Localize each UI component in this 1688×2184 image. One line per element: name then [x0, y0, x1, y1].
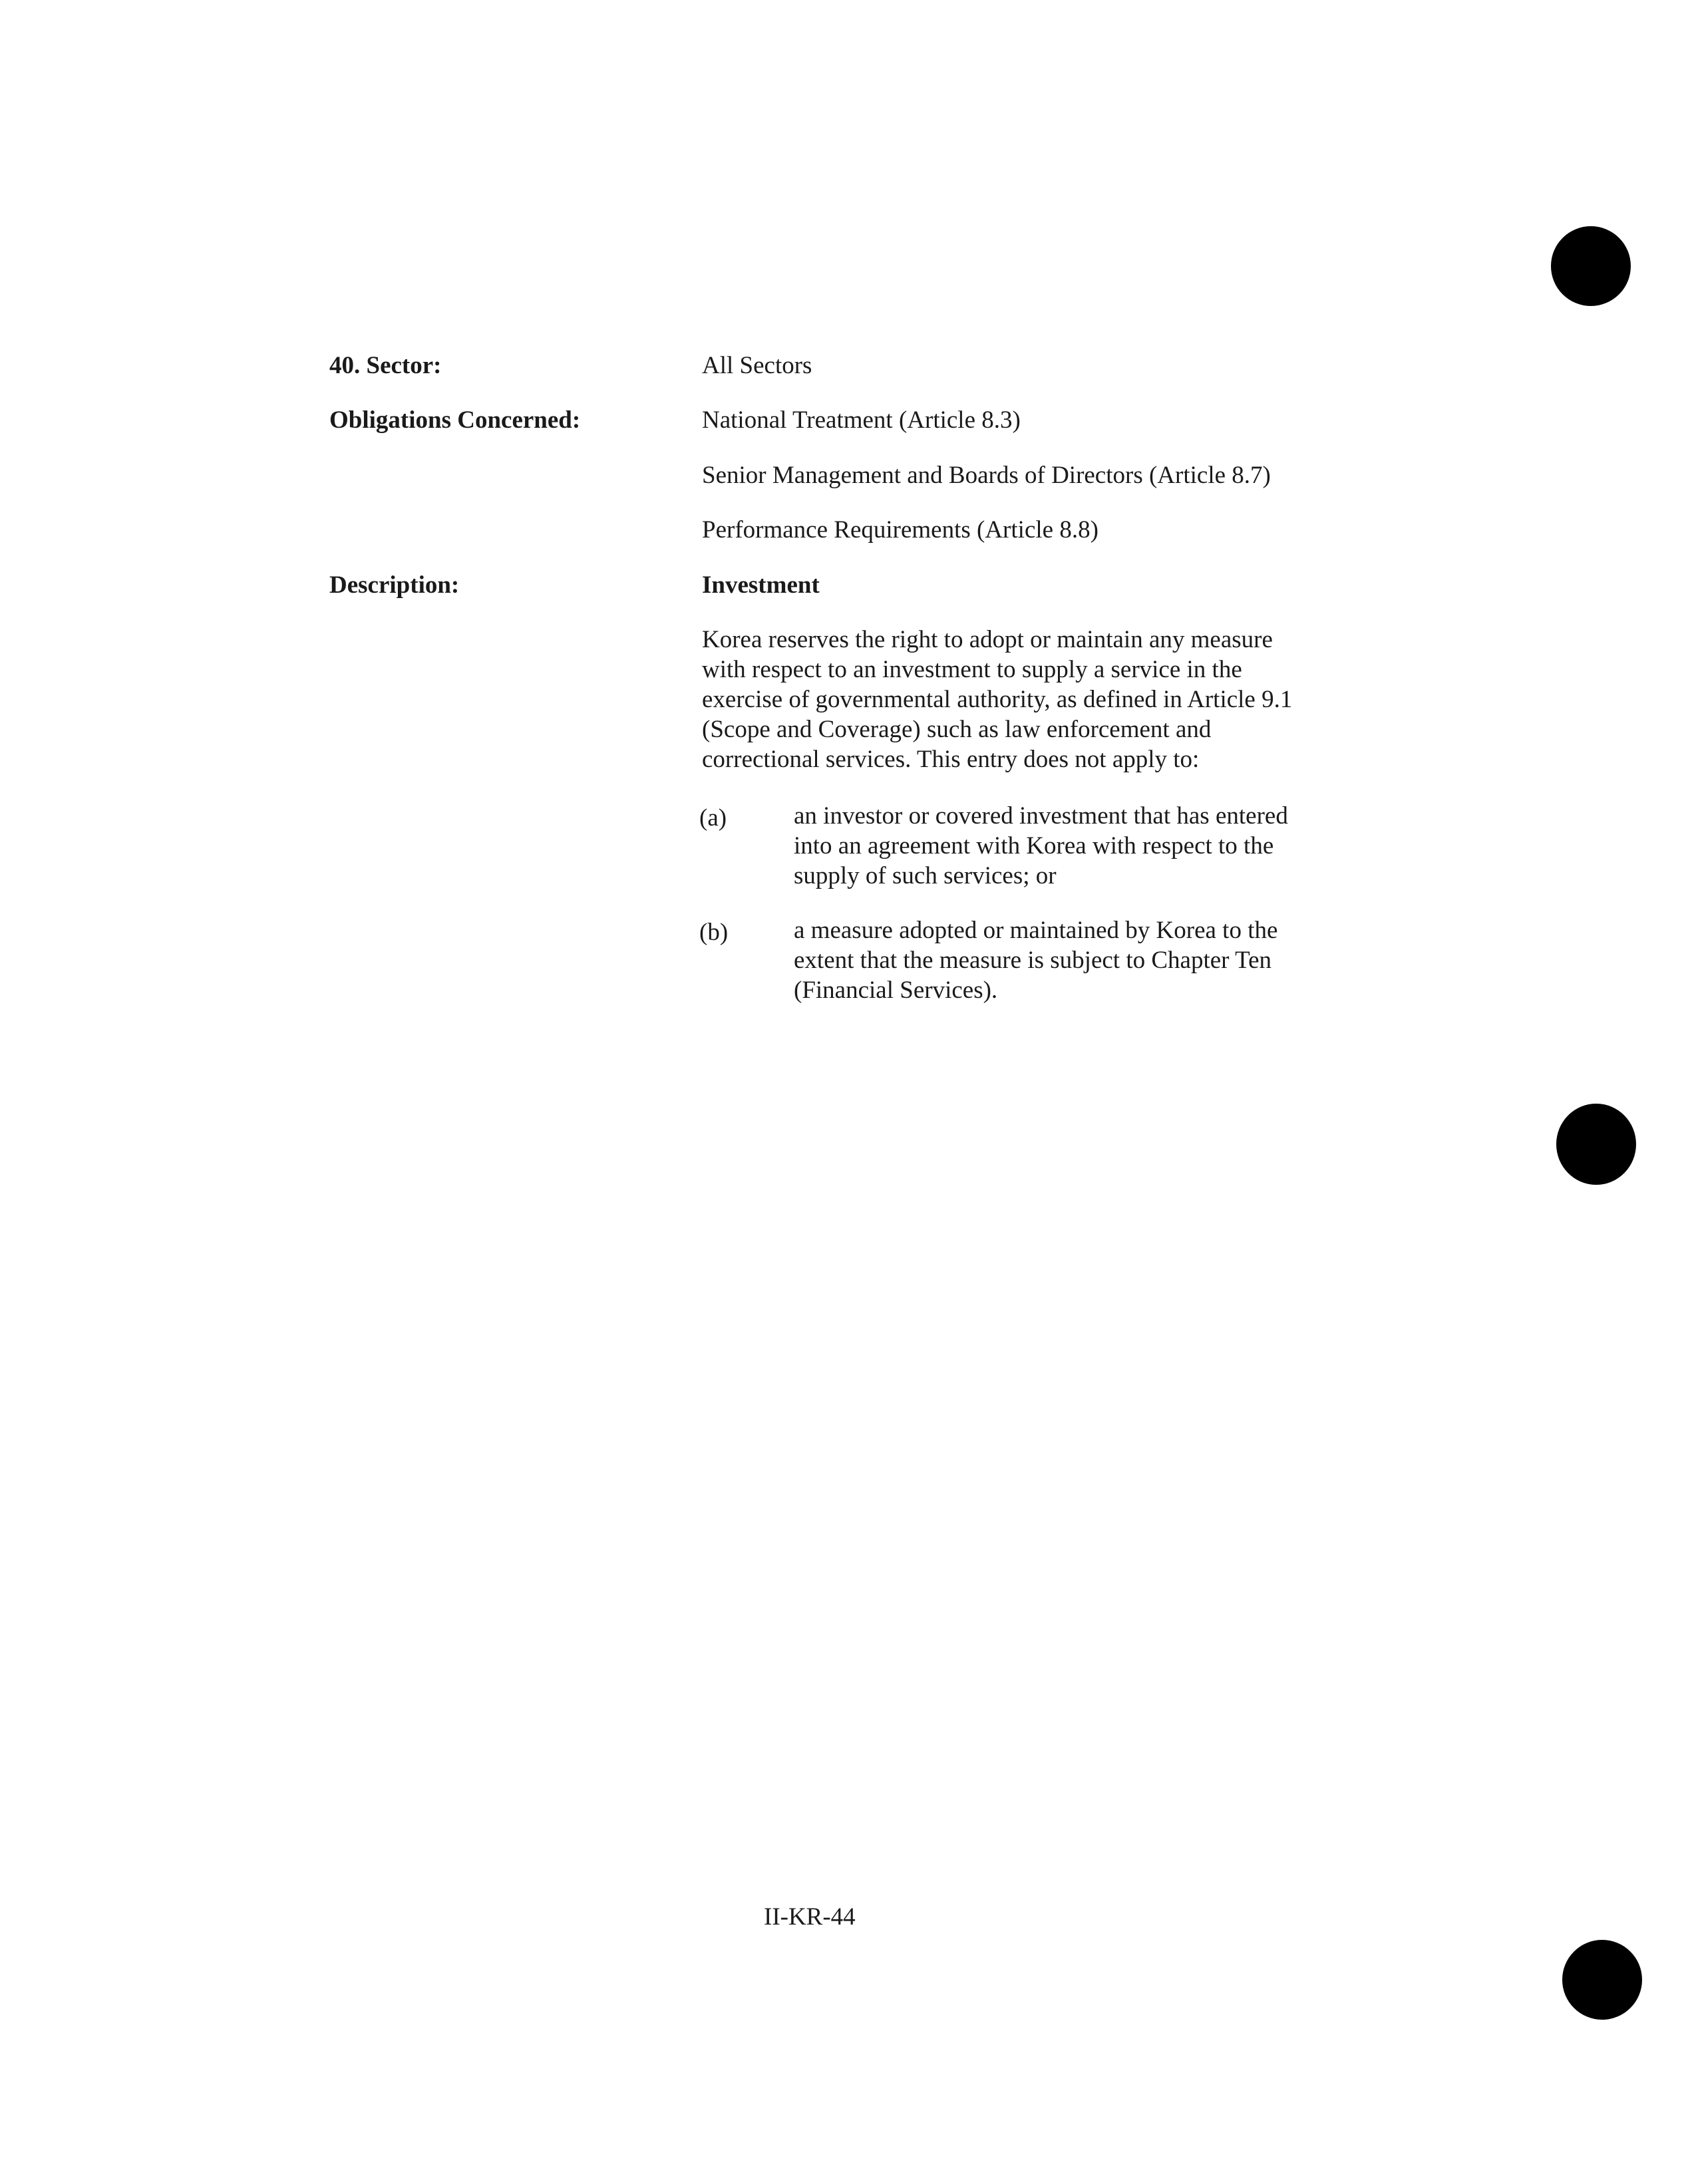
description-label: Description:	[329, 571, 460, 599]
list-item-text	[794, 801, 1288, 891]
obligation-item: Performance Requirements (Article 8.8)	[702, 516, 1098, 544]
list-item-marker: (b)	[699, 919, 729, 946]
paragraph-line: correctional services. This entry does not apply to:	[702, 746, 1200, 773]
page-number: II-KR-44	[764, 1903, 856, 1931]
punch-hole-top	[1551, 226, 1631, 306]
obligation-item: Senior Management and Boards of Directors (Article 8.7)	[702, 462, 1271, 489]
paragraph-line: with respect to an investment to supply a service in the	[702, 656, 1242, 683]
list-item-line: extent that the measure is subject to Chapter Ten	[794, 947, 1272, 974]
description-heading: Investment	[702, 571, 820, 599]
paragraph-line: Korea reserves the right to adopt or maintain any measure	[702, 626, 1273, 653]
description-paragraph	[702, 625, 1327, 774]
list-item-line: (Financial Services).	[794, 977, 998, 1004]
list-item-line: into an agreement with Korea with respect to the	[794, 832, 1274, 859]
sector-label: 40. Sector:	[329, 352, 442, 379]
list-item-line: a measure adopted or maintained by Korea to the	[794, 917, 1278, 944]
punch-hole-middle	[1556, 1104, 1636, 1185]
obligation-item: National Treatment (Article 8.3)	[702, 406, 1021, 434]
punch-hole-bottom	[1562, 1940, 1642, 2020]
list-item-marker: (a)	[699, 804, 727, 832]
list-item-line: supply of such services; or	[794, 862, 1057, 889]
sector-value: All Sectors	[702, 352, 812, 379]
paragraph-line: exercise of governmental authority, as defined in Article 9.1	[702, 686, 1293, 713]
list-item-line: an investor or covered investment that has entered	[794, 802, 1288, 830]
paragraph-line: (Scope and Coverage) such as law enforcement and	[702, 716, 1212, 743]
obligations-label: Obligations Concerned:	[329, 406, 581, 434]
list-item-text	[794, 915, 1277, 1005]
